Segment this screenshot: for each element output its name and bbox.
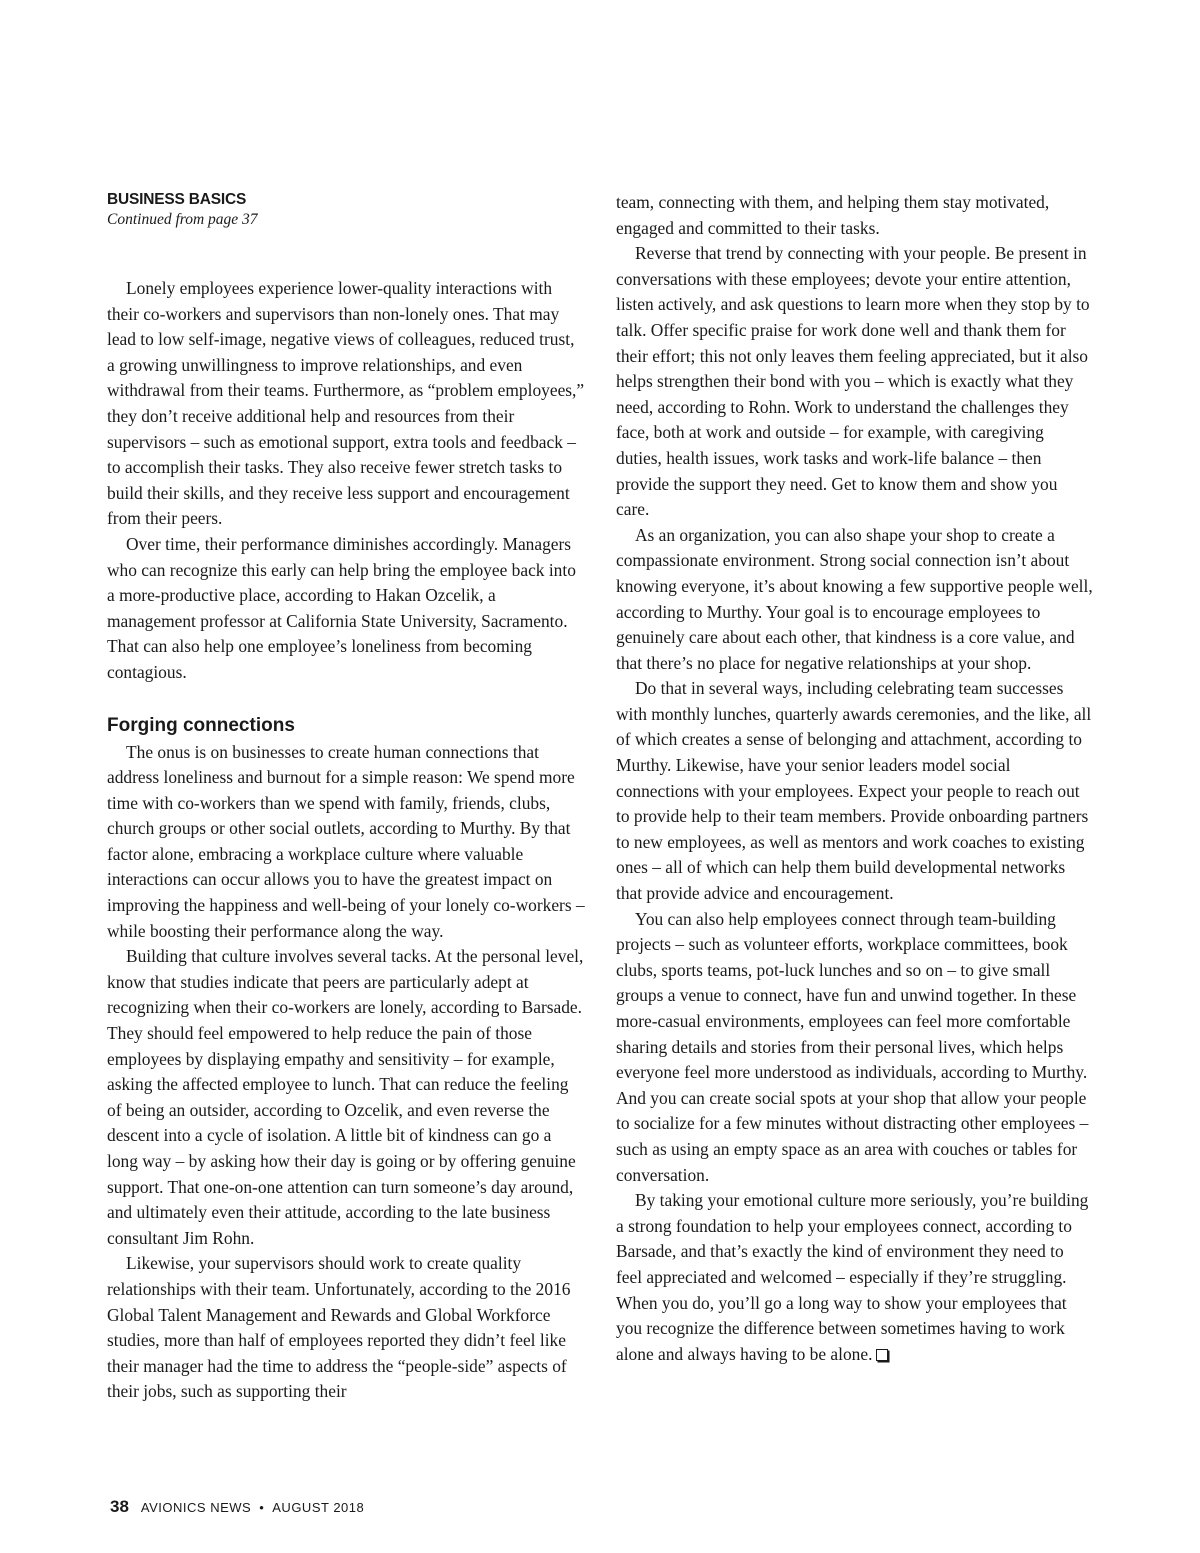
paragraph: Building that culture involves several tacks. At the personal level, know that studies indicate that peers are particularly adept at recognizing when their co-workers are lonely, according to Barsade. They should feel empowered to help reduce the pain of those employees by displaying empathy and sensitivity – for example, asking the affected employee to lunch. That can reduce the feeling of being an outsider, according to Ozcelik, and even reverse the descent into a cycle of isolation. A little bit of kindness can go a long way – by asking how their day is going or by offering genuine support. That one-on-one attention can turn someone’s day around, and ultimately even their attitude, according to the late business consultant Jim Rohn. [107, 946, 584, 1248]
left-column [107, 190, 585, 1405]
paragraph: Likewise, your supervisors should work to create quality relationships with their team. Unfortunately, according to the 2016 Global Talent Management and Rewards and Global Workforce studies, more than half of employees reported they didn’t feel like their manager had the time to address the “people-side” aspects of their jobs, such as supporting their [107, 1253, 571, 1402]
paragraph: Over time, their performance diminishes accordingly. Managers who can recognize this early can help bring the employee back into a more-productive place, according to Hakan Ozcelik, a management professor at California State University, Sacramento. That can also help one employee’s loneliness from becoming contagious. [107, 533, 576, 682]
paragraph-text: By taking your emotional culture more seriously, you’re building a strong foundation to help your employees connect, according to Barsade, and that’s exactly the kind of environment they need to feel appreciated and welcomed – especially if they’re struggling. When you do, you’ll go a long way to show your employees that you recognize the difference between sometimes having to work alone and always having to be alone. [616, 1190, 1089, 1364]
page-number: 38 [110, 1497, 129, 1516]
section-heading: Forging connections [107, 714, 295, 736]
paragraph: You can also help employees connect through team-building projects – such as volunteer efforts, workplace committees, book clubs, sports teams, pot-luck lunches and so on – to give small groups a venue to connect, have fun and unwind together. In these more-casual environments, employees can feel more comfortable sharing details and stories from their personal lives, which helps everyone feel more understood as individuals, according to Murthy. And you can create social spots at your shop that allow your people to socialize for a few minutes without distracting other employees – such as using an empty space as an area with couches or tables for conversation. [616, 908, 1089, 1185]
paragraph: team, connecting with them, and helping them stay motivated, engaged and committed to their tasks. [616, 192, 1050, 238]
paragraph-final [616, 1188, 1094, 1367]
paragraph: Reverse that trend by connecting with your people. Be present in conversations with these employees; devote your entire attention, listen actively, and ask questions to learn more when they stop by to talk. Offer specific praise for work done well and thank them for their effort; this not only leaves them feeling appreciated, but it also helps strengthen their bond with you – which is exactly what they need, according to Rohn. Work to understand the challenges they face, both at work and outside – for example, with caregiving duties, health issues, work tasks and work-life balance – then provide the support they need. Get to know them and show you care. [616, 243, 1090, 520]
paragraph: As an organization, you can also shape your shop to create a compassionate environment. Strong social connection isn’t about knowing everyone, it’s about knowing a few supportive people well, according to Murthy. Your goal is to encourage employees to genuinely care about each other, that kindness is a core value, and that there’s no place for negative relationships at your shop. [616, 524, 1093, 673]
paragraph: Lonely employees experience lower-quality interactions with their co-workers and supervisors than non-lonely ones. That may lead to low self-image, negative views of colleagues, reduced trust, a growing unwillingness to improve relationships, and even withdrawal from their teams. Furthermore, as “problem employees,” they don’t receive additional help and resources from their supervisors – such as emotional support, extra tools and feedback – to accomplish their tasks. They also receive fewer stretch tasks to build their skills, and they receive less support and encouragement from their peers. [107, 278, 585, 529]
publication-name: AVIONICS NEWS [140, 1500, 252, 1515]
end-mark-icon [876, 1349, 888, 1361]
paragraph: The onus is on businesses to create human connections that address loneliness and burnout for a simple reason: We spend more time with co-workers than we spend with family, friends, clubs, church groups or other social outlets, according to Murthy. By that factor alone, embracing a workplace culture where valuable interactions can occur allows you to have the greatest impact on improving the happiness and well-being of your lonely co-workers – while boosting their performance along the way. [107, 741, 585, 941]
paragraph: Do that in several ways, including celebrating team successes with monthly lunches, quarterly awards ceremonies, and the like, all of which creates a sense of belonging and attachment, according to Murthy. Likewise, have your senior leaders model social connections with your employees. Expect your people to reach out to provide help to their team members. Provide onboarding partners to new employees, as well as mentors and work coaches to existing ones – all of which can help them build developmental networks that provide advice and encouragement. [616, 678, 1092, 904]
department-label: BUSINESS BASICS [107, 191, 247, 208]
issue-date: AUGUST 2018 [272, 1500, 365, 1515]
bullet-separator: • [259, 1500, 265, 1515]
continued-note: Continued from page 37 [107, 211, 258, 228]
right-column [616, 190, 1094, 1367]
page-footer [110, 1497, 364, 1517]
